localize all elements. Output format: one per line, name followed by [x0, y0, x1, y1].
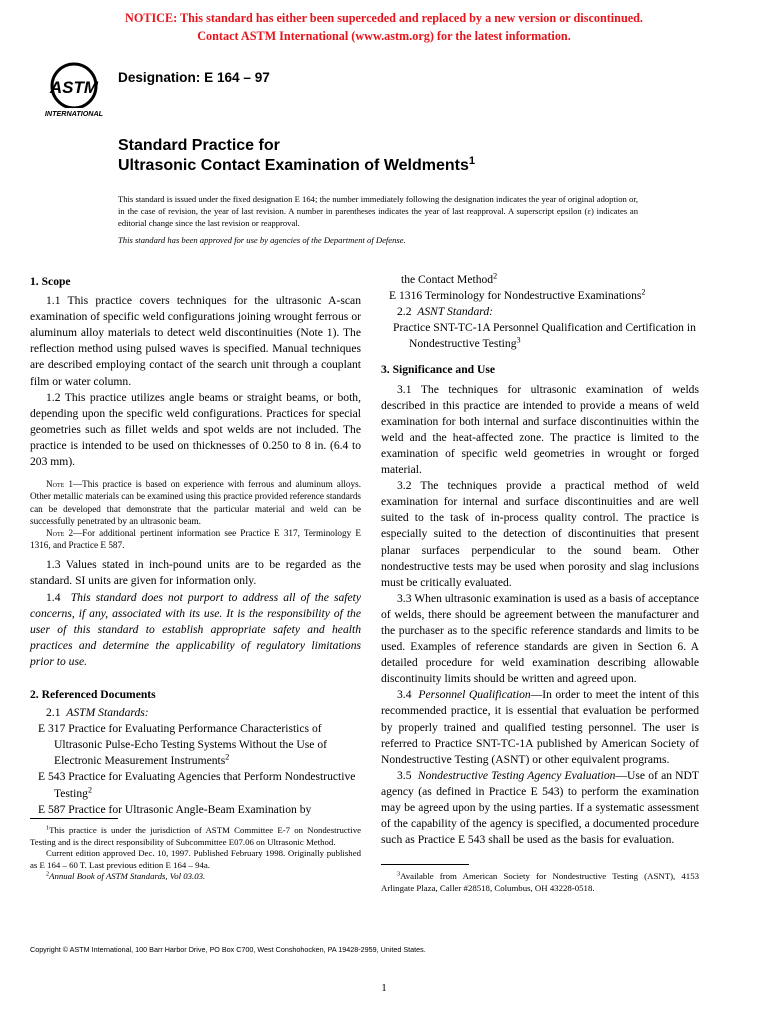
- logo-subtext: INTERNATIONAL: [44, 109, 104, 118]
- para-3-3: 3.3 When ultrasonic examination is used as a basis of acceptance of welds, there should be agreement between the manufacturer and the purchaser as to the specific reference standards and limits to be used. Examples of reference standards are given in Section 6. A detailed procedure for weld examination describing allowable discontinuity limits should be written and agreed upon.: [381, 591, 699, 686]
- ref-e543[interactable]: E 543 Practice for Evaluating Agencies that Perform Nondestructive Testing$^2$: [38, 770, 356, 800]
- footnote-2: $^2$Annual Book of ASTM Standards, Vol 03.03.: [46, 871, 206, 882]
- footnote-rule-right: [381, 864, 469, 865]
- ref-snt-tc-1a[interactable]: Practice SNT-TC-1A Personnel Qualification and Certification in Nondestructive Testing$^3$: [393, 321, 696, 351]
- ref-e587[interactable]: E 587 Practice for Ultrasonic Angle-Beam Examination by: [38, 802, 312, 816]
- notice-line-1: NOTICE: This standard has either been superceded and replaced by a new version or discontinued.: [125, 11, 643, 25]
- para-3-5: 3.5 Nondestructive Testing Agency Evaluation—Use of an NDT agency (as defined in Practice E 543) to perform the examination may be agreed upon by the using parties. If a systematic assessment of the capability of the agency is specified, a documented procedure such as Practice E 543 shall be used as the basis for evaluation.: [381, 768, 700, 847]
- left-footnotes: [30, 825, 361, 883]
- logo-text: ASTM: [49, 78, 99, 97]
- para-3-4: 3.4 Personnel Qualification—In order to meet the intent of this recommended practice, it is essential that evaluation be performed by properly trained and qualified testing personnel. The user is referred to Practice SNT-TC-1A published by American Society of Nondestructive Testing (ASNT) or other equivalent programs.: [381, 688, 699, 766]
- ref-e587-cont: the Contact Method$^2$: [401, 271, 498, 286]
- right-footnotes: [381, 871, 699, 894]
- para-1-3: 1.3 Values stated in inch-pound units are to be regarded as the standard. SI units are given for information only.: [30, 558, 361, 588]
- right-column: [381, 272, 699, 848]
- left-column: [30, 274, 361, 818]
- footnote-1-edition: Current edition approved Dec. 10, 1997. Published February 1998. Originally published as E 164 – 60 T. Last previous edition E 164 – 94a.: [30, 848, 361, 870]
- copyright: Copyright © ASTM International, 100 Barr Harbor Drive, PO Box C700, West Conshohocken, PA 19428-2959, United States.: [30, 945, 426, 954]
- title-line-2: Ultrasonic Contact Examination of Weldments$^1$: [118, 154, 476, 174]
- designation: Designation: E 164 – 97: [118, 70, 270, 85]
- section-2-heading: 2. Referenced Documents: [30, 688, 156, 701]
- ref-e317[interactable]: E 317 Practice for Evaluating Performance Characteristics of Ultrasonic Pulse-Echo Testing Systems Without the Use of Electronic Measurement Instruments$^2$: [38, 722, 327, 768]
- para-3-1: 3.1 The techniques for ultrasonic examination of welds described in this practice are intended to provide a means of weld examination for both internal and surface discontinuities within the weld and the heat-affected zone. The practice is limited to the examination of specific weld geometries in wrought or forged material.: [381, 382, 699, 477]
- para-3-2: 3.2 The techniques provide a practical method of weld examination for internal and surface discontinuities and are well suited to the task of in-process quality control. The practice is especially suited to the detection of discontinuities that present planar surfaces perpendicular to the sound beam. Other nondestructive tests may be used when porosity and slag inclusions must be critically evaluated.: [381, 479, 699, 589]
- page-number: 1: [381, 982, 387, 994]
- astm-logo-icon: [34, 58, 114, 120]
- footnote-3: $^3$Available from American Society for Nondestructive Testing (ASNT), 4153 Arlingate Plaza, Caller #28518, Columbus, OH 43228-0518.: [381, 871, 699, 893]
- note-2: Note 2—For additional pertinent information see Practice E 317, Terminology E 1316, and Practice E 587.: [30, 527, 361, 551]
- intro-approved: This standard has been approved for use by agencies of the Department of Defense.: [118, 235, 406, 245]
- title-footnote-mark: 1: [468, 154, 476, 167]
- notice-line-2: Contact ASTM International (www.astm.org) for the latest information.: [197, 29, 571, 43]
- footnote-1: $^1$This practice is under the jurisdiction of ASTM Committee E-7 on Nondestructive Testing and is the direct responsibility of Subcommittee E07.06 on Ultrasonic Method.: [30, 825, 361, 847]
- section-3-heading: 3. Significance and Use: [381, 363, 496, 377]
- para-1-4: 1.4 This standard does not purport to address all of the safety concerns, if any, associated with its use. It is the responsibility of the user of this standard to establish appropriate safety and health practices and determine the applicability of regulatory limitations prior to use.: [30, 590, 361, 668]
- para-1-2: 1.2 This practice utilizes angle beams or straight beams, or both, depending upon the specific weld configurations. Practices for special geometries such as fillet welds and spot welds are not included. The practice is intended to be used on thicknesses of 0.250 to 8 in. (6.4 to 203 mm).: [30, 390, 361, 469]
- para-1-1: 1.1 This practice covers techniques for the ultrasonic A-scan examination of specific weld configurations joining wrought ferrous or aluminum alloy materials to detect weld discontinuities (Note 1). The reflection method using pulsed waves is specified. Manual techniques are described employing contact of the search unit through a couplant film or water column.: [30, 294, 361, 388]
- para-2-2: 2.2 ASNT Standard:: [397, 305, 493, 319]
- note-1: Note 1—This practice is based on experience with ferrous and aluminum alloys. Other metallic materials can be examined using this practice provided reference standards can be developed that demonstrate that the particular material and weld can be successfully penetrated by an ultrasonic beam.: [30, 479, 361, 526]
- title-line-1: Standard Practice for: [118, 137, 280, 154]
- footnote-rule-left: [30, 818, 118, 819]
- astm-logo: [34, 58, 114, 120]
- section-1-heading: 1. Scope: [30, 275, 71, 288]
- para-2-1: 2.1 ASTM Standards:: [46, 706, 149, 720]
- intro-issued: This standard is issued under the fixed designation E 164; the number immediately following the designation indicates the year of original adoption or, in the case of revision, the year of last revision. A number in parentheses indicates the year of last reapproval. A superscript epsilon (ε) indicates an editorial change since the last revision or reapproval.: [118, 194, 638, 229]
- ref-e1316[interactable]: E 1316 Terminology for Nondestructive Examinations$^2$: [389, 287, 646, 303]
